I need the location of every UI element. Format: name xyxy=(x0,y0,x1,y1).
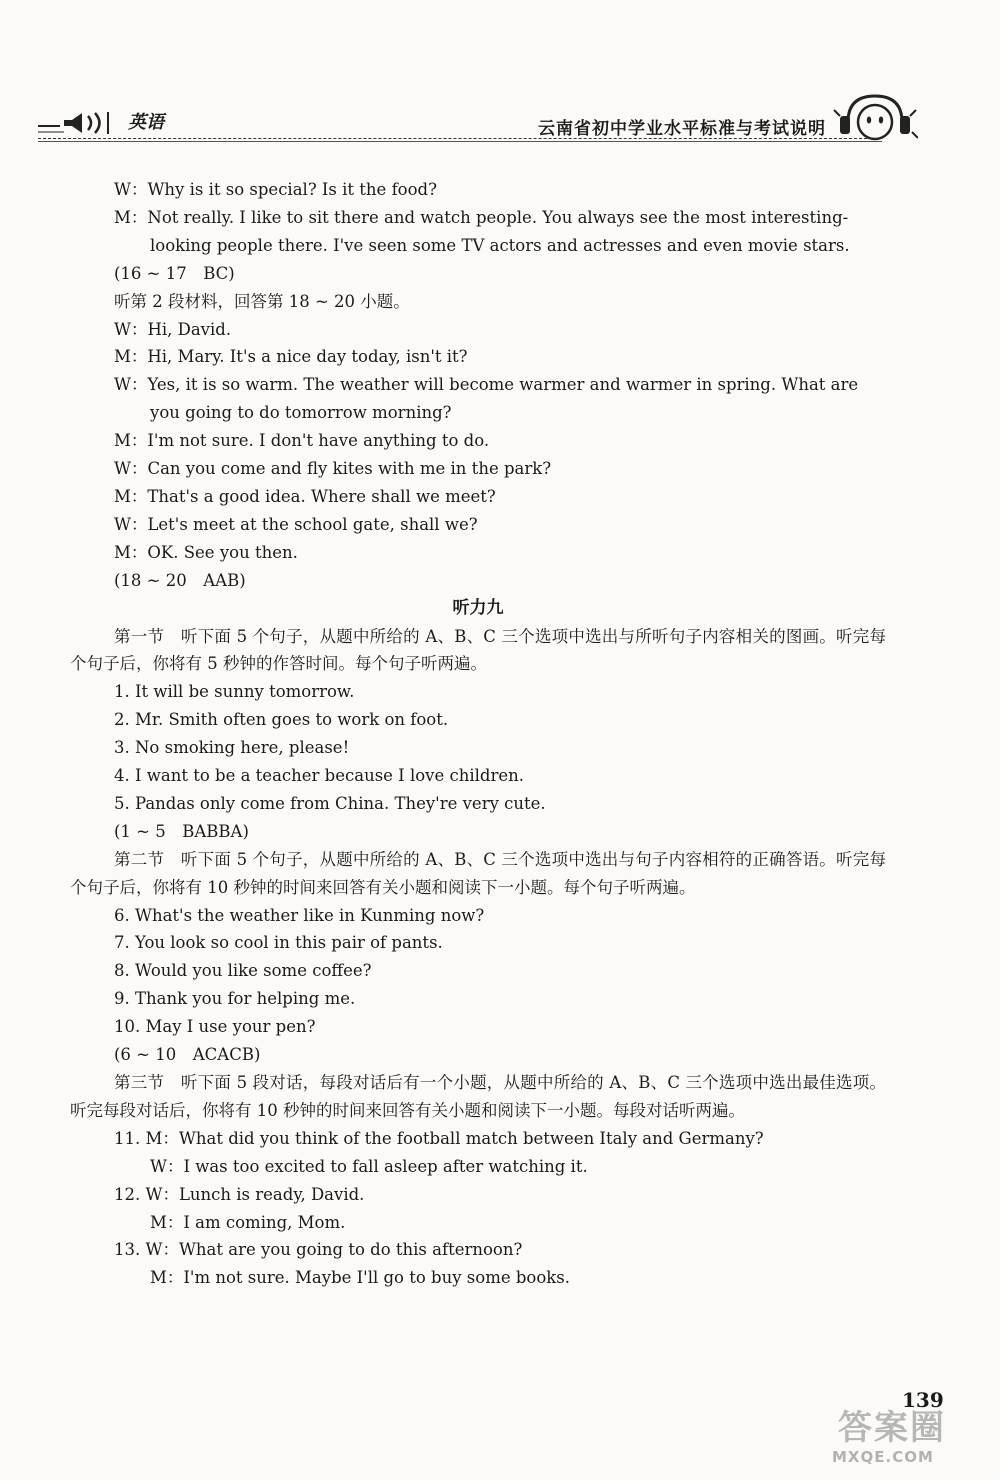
dialogue-line: M：I am coming, Mom. xyxy=(150,1212,346,1232)
book-title: 云南省初中学业水平标准与考试说明 xyxy=(538,119,826,139)
text-line: M：That's a good idea. Where shall we meet? xyxy=(114,486,496,506)
dialogue-line xyxy=(70,1236,886,1264)
text-line: M：I'm not sure. I don't have anything to do. xyxy=(114,431,490,451)
section-heading: 听力九 xyxy=(452,597,504,618)
subject-label: 英语 xyxy=(128,112,164,133)
list-item: 4. I want to be a teacher because I love children. xyxy=(114,766,524,786)
list-item: 10. May I use your pen? xyxy=(114,1017,316,1037)
list-item: 5. Pandas only come from China. They're very cute. xyxy=(114,793,546,813)
dialogue-line xyxy=(70,1125,886,1153)
dialogue-number: 12. xyxy=(114,1184,141,1204)
list-item: 8. Would you like some coffee? xyxy=(114,961,372,981)
dialogue-line: M：I'm not sure. Maybe I'll go to buy some books. xyxy=(150,1268,570,1288)
answer-line: (18 ~ 20 AAB) xyxy=(114,570,246,590)
answer-line: (6 ~ 10 ACACB) xyxy=(114,1045,261,1065)
speaker-icon xyxy=(38,110,124,136)
text-line: W：Let's meet at the school gate, shall we? xyxy=(114,514,478,534)
dialogue-text: M：What did you think of the football match between Italy and Germany? xyxy=(145,1128,764,1148)
dialogue-line xyxy=(70,1181,886,1209)
text-line: W：Can you come and fly kites with me in the park? xyxy=(114,459,552,479)
list-item: 6. What's the weather like in Kunming now? xyxy=(114,905,485,925)
text-line: looking people there. I've seen some TV actors and actresses and even movie stars. xyxy=(150,235,850,255)
dialogue-line: W：I was too excited to fall asleep after watching it. xyxy=(150,1156,588,1176)
text-line: W：Hi, David. xyxy=(114,319,232,339)
watermark xyxy=(830,1400,990,1475)
dialogue-text: W：Lunch is ready, David. xyxy=(145,1184,365,1204)
page-header xyxy=(38,92,918,148)
headphones-face-icon xyxy=(832,92,918,142)
dialogue-number: 13. xyxy=(114,1240,141,1260)
text-line: M：Not really. I like to sit there and watch people. You always see the most interesting- xyxy=(114,207,849,227)
text-line: 听第 2 段材料，回答第 18 ~ 20 小题。 xyxy=(114,291,410,311)
list-item: 2. Mr. Smith often goes to work on foot. xyxy=(114,710,449,730)
part1-instruction: 第一节 听下面 5 个句子，从题中所给的 A、B、C 三个选项中选出与所听句子内容相关的图画。听完每个句子后，你将有 5 秒钟的作答时间。每个句子听两遍。 xyxy=(70,626,886,674)
header-rule-dashed xyxy=(38,138,882,139)
dialogue-number: 11. xyxy=(114,1128,141,1148)
text-line: M：Hi, Mary. It's a nice day today, isn't it? xyxy=(114,347,468,367)
page-number: 139 xyxy=(902,1388,944,1412)
answer-line: (1 ~ 5 BABBA) xyxy=(114,821,249,841)
text-line: W：Yes, it is so warm. The weather will become warmer and warmer in spring. What are xyxy=(114,375,859,395)
list-item: 1. It will be sunny tomorrow. xyxy=(114,682,355,702)
watermark-url: MXQE.COM xyxy=(832,1448,934,1466)
watermark-text: 答案圈 xyxy=(838,1408,946,1448)
text-line: M：OK. See you then. xyxy=(114,542,298,562)
text-line: W：Why is it so special? Is it the food? xyxy=(114,180,437,199)
list-item: 9. Thank you for helping me. xyxy=(114,989,356,1009)
header-rule-solid xyxy=(38,141,882,142)
part2-instruction: 第二节 听下面 5 个句子，从题中所给的 A、B、C 三个选项中选出与句子内容相符的正确答语。听完每个句子后，你将有 10 秒钟的时间来回答有关小题和阅读下一小题。每个句子听两遍。 xyxy=(70,849,886,897)
text-line: you going to do tomorrow morning? xyxy=(150,403,452,423)
page-content xyxy=(70,176,886,1292)
part3-instruction: 第三节 听下面 5 段对话，每段对话后有一个小题，从题中所给的 A、B、C 三个选项中选出最佳选项。听完每段对话后，你将有 10 秒钟的时间来回答有关小题和阅读下一小题。每段对话听两遍。 xyxy=(70,1073,886,1120)
dialogue-text: W：What are you going to do this afternoon? xyxy=(145,1240,523,1260)
list-item: 3. No smoking here, please! xyxy=(114,738,350,758)
list-item: 7. You look so cool in this pair of pants. xyxy=(114,933,443,953)
answer-line: (16 ~ 17 BC) xyxy=(114,263,235,283)
